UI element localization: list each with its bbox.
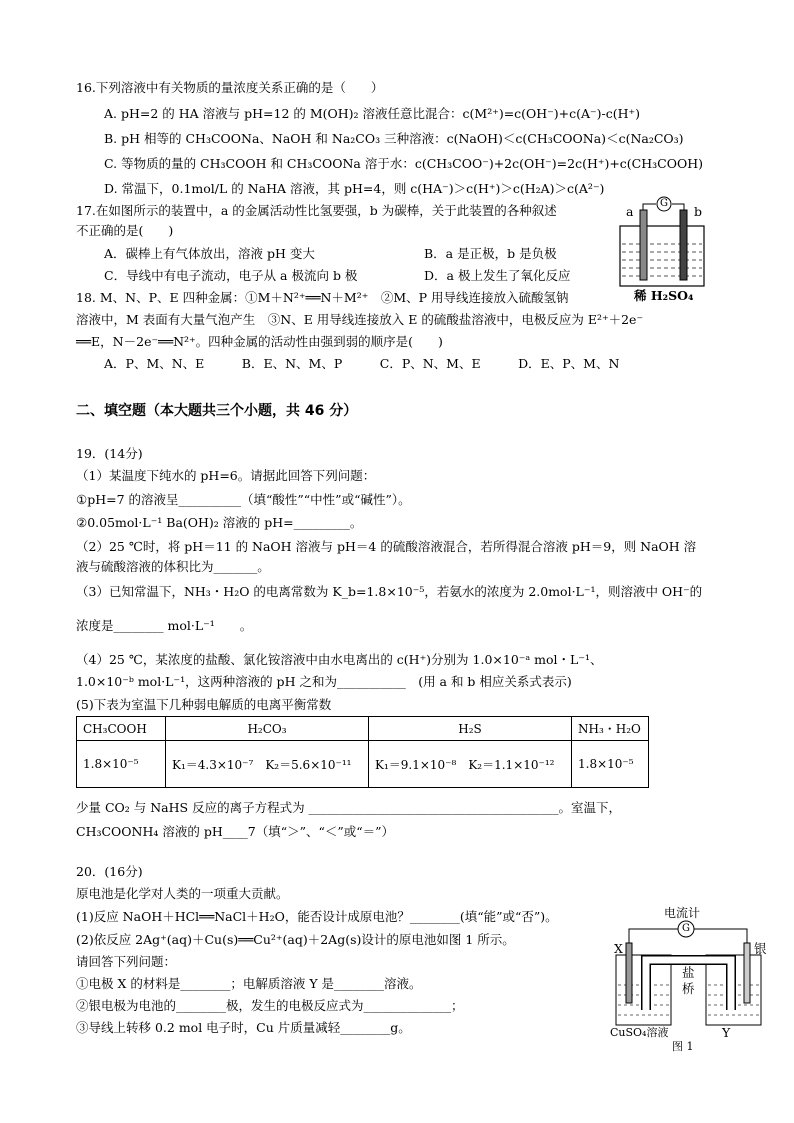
q20-part2: (2)依反应 2Ag⁺(aq)＋Cu(s)══Cu²⁺(aq)＋2Ag(s)设计的原电池如图 1 所示。	[76, 932, 515, 947]
q19-heading: 19．(14分)	[76, 446, 143, 461]
q16-option-c: C. 等物质的量的 CH₃COOH 和 CH₃COONa 溶于水：c(CH₃COO⁻)+2c(OH⁻)=2c(H⁺)+c(CH₃COOH)	[104, 156, 703, 171]
galvanometer-label: G	[682, 923, 690, 934]
electrode-x-label: X	[614, 941, 623, 956]
table-header-cell: H₂S	[369, 717, 572, 741]
q20-heading: 20．(16分)	[76, 864, 143, 879]
q17-option-c: C．导线中有电子流动，电子从 a 极流向 b 极	[104, 268, 358, 283]
q17-stem-line2: 不正确的是( )	[76, 223, 174, 238]
salt-bridge-cell-figure	[606, 905, 776, 1055]
electrode-a-label: a	[626, 204, 634, 219]
table-cell: K₁＝9.1×10⁻⁸ K₂＝1.1×10⁻¹²	[369, 741, 572, 788]
q18-line1: 18. M、N、P、E 四种金属：①M＋N²⁺══N＋M²⁺ ②M、P 用导线连接放入硫酸氢钠	[76, 290, 569, 305]
q19-part1: （1）某温度下纯水的 pH=6。请据此回答下列问题：	[76, 468, 376, 483]
galvanic-cell-figure	[618, 196, 718, 306]
table-header-cell: NH₃・H₂O	[572, 717, 649, 741]
electrolyte-y-label: Y	[722, 1025, 731, 1040]
section-title: 二、填空题（本大题共三个小题，共 46 分）	[76, 403, 358, 419]
q19-part1a: ①pH=7 的溶液呈__________（填“酸性”“中性”或“碱性”）。	[76, 492, 411, 507]
q20-part3a: ①电极 X 的材料是________；电解质溶液 Y 是________溶液。	[76, 976, 422, 991]
table-header-cell: H₂CO₃	[166, 717, 369, 741]
q19-part3-line1: （3）已知常温下，NH₃・H₂O 的电离常数为 K_b=1.8×10⁻⁵，若氨水的浓度为 2.0mol·L⁻¹，则溶液中 OH⁻的	[76, 584, 703, 599]
electrode-b-label: b	[694, 204, 703, 219]
solution-label: 稀 H₂SO₄	[634, 288, 694, 303]
q19-part4-line1: （4）25 ℃，某浓度的盐酸、氯化铵溶液中由水电离出的 c(H⁺)分别为 1.0×10⁻ᵃ mol・L⁻¹、	[76, 652, 603, 667]
q18-options: A．P、M、N、E B．E、N、M、P C．P、N、M、E D．E、P、M、N	[104, 356, 620, 371]
q19-part1b: ②0.05mol·L⁻¹ Ba(OH)₂ 溶液的 pH=_________。	[76, 515, 363, 530]
q19-part5: (5)下表为室温下几种弱电解质的电离平衡常数	[76, 697, 332, 712]
salt-bridge-label-1: 盐	[682, 965, 695, 980]
q16-option-a: A. pH=2 的 HA 溶液与 pH=12 的 M(OH)₂ 溶液任意比混合：c(M²⁺)=c(OH⁻)+c(A⁻)-c(H⁺)	[104, 106, 641, 121]
table-header-cell: CH₃COOH	[77, 717, 166, 741]
q16-option-d: D. 常温下，0.1mol/L 的 NaHA 溶液，其 pH=4，则 c(HA⁻)＞c(H⁺)＞c(H₂A)＞c(A²⁻)	[104, 181, 605, 196]
q17-stem-line1: 17.在如图所示的装置中，a 的金属活动性比氢要强，b 为碳棒，关于此装置的各种叙述	[76, 203, 557, 218]
ammeter-label: 电流计	[664, 906, 701, 920]
cuso4-solution-label: CuSO₄溶液	[610, 1026, 669, 1039]
q19-part5-line1: 少量 CO₂ 与 NaHS 反应的离子方程式为 ________________________________________。室温下，	[76, 800, 622, 815]
salt-bridge-label-2: 桥	[682, 981, 695, 996]
q20-part3b: ②银电极为电池的________极，发生的电极反应式为______________；	[76, 998, 464, 1013]
q20-part1: (1)反应 NaOH＋HCl══NaCl＋H₂O，能否设计成原电池？________(填“能”或“否”)。	[76, 909, 558, 924]
figure-caption: 图 1	[672, 1040, 694, 1053]
q18-line3: ══E，N－2e⁻══N²⁺。四种金属的活动性由强到弱的顺序是( )	[76, 334, 443, 349]
table-cell: K₁＝4.3×10⁻⁷ K₂＝5.6×10⁻¹¹	[166, 741, 369, 788]
q19-part4-line2: 1.0×10⁻ᵇ mol·L⁻¹，这两种溶液的 pH 之和为___________ (用 a 和 b 相应关系式表示)	[76, 674, 572, 689]
table-header-row	[77, 717, 649, 741]
q16-option-b: B. pH 相等的 CH₃COONa、NaOH 和 Na₂CO₃ 三种溶液：c(NaOH)＜c(CH₃COONa)＜c(Na₂CO₃)	[104, 131, 684, 146]
q19-part2-line2: 液与硫酸溶液的体积比为_______。	[76, 559, 270, 574]
q17-option-b: B．a 是正极，b 是负极	[424, 246, 557, 261]
q19-part3-line2: 浓度是________ mol·L⁻¹ 。	[76, 618, 253, 633]
table-row	[77, 741, 649, 788]
table-cell: 1.8×10⁻⁵	[572, 741, 649, 788]
silver-electrode-label: 银	[754, 941, 767, 956]
table-cell: 1.8×10⁻⁵	[77, 741, 166, 788]
galvanometer-label: G	[660, 198, 668, 209]
q20-part3: 请回答下列问题：	[76, 954, 177, 969]
q20-intro: 原电池是化学对人类的一项重大贡献。	[76, 886, 289, 901]
q18-line2: 溶液中，M 表面有大量气泡产生 ③N、E 用导线连接放入 E 的硫酸盐溶液中，电极反应为 E²⁺＋2e⁻	[76, 312, 644, 327]
ionization-constant-table	[76, 716, 649, 788]
q17-option-a: A．碳棒上有气体放出，溶液 pH 变大	[104, 246, 315, 261]
q17-option-d: D．a 极上发生了氧化反应	[424, 268, 571, 283]
q20-part3c: ③导线上转移 0.2 mol 电子时，Cu 片质量减轻________g。	[76, 1020, 411, 1035]
q19-part2-line1: （2）25 ℃时，将 pH＝11 的 NaOH 溶液与 pH＝4 的硫酸溶液混合，若所得混合溶液 pH＝9，则 NaOH 溶	[76, 539, 697, 554]
q19-part5-line2: CH₃COONH₄ 溶液的 pH____7（填“＞”、“＜”或“＝”）	[76, 824, 395, 839]
q16-stem: 16.下列溶液中有关物质的量浓度关系正确的是（ ）	[76, 80, 384, 95]
